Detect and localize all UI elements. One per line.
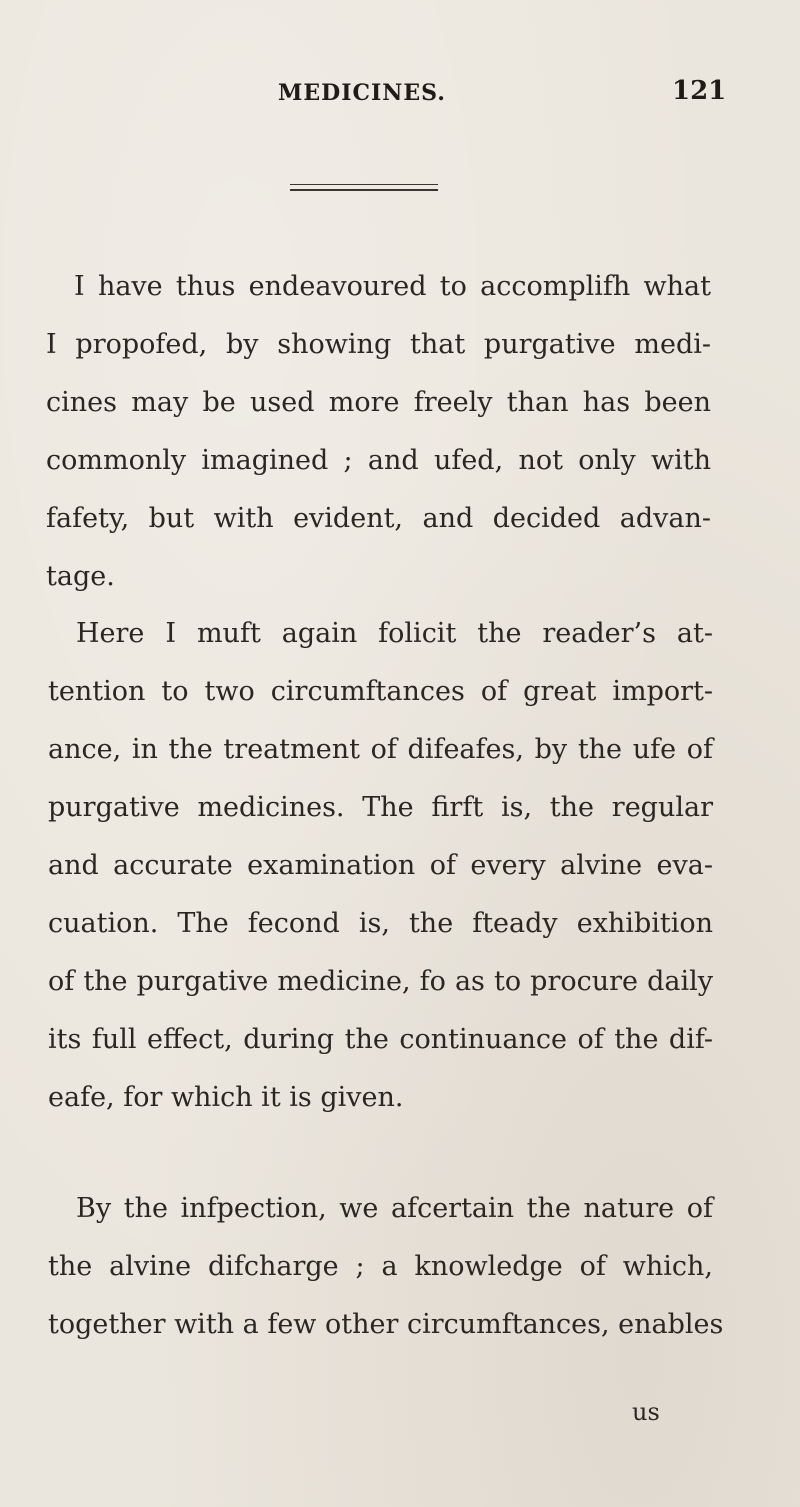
text-line: cines may be used more freely than has been [46, 387, 711, 418]
text-line: I propofed, by showing that purgative medi- [46, 329, 711, 360]
running-title: MEDICINES. [278, 80, 446, 106]
text-line: Here I muft again folicit the reader’s at- [76, 618, 713, 649]
text-line: tage. [46, 561, 115, 592]
text-line: commonly imagined ; and ufed, not only with [46, 445, 711, 476]
text-line: fafety, but with evident, and decided advan- [46, 503, 711, 534]
text-line: tention to two circumftances of great import- [48, 676, 713, 707]
page-number: 121 [672, 76, 727, 106]
catchword: us [632, 1398, 660, 1426]
text-line: eafe, for which it is given. [48, 1082, 404, 1113]
paragraph-2 [48, 605, 713, 1127]
text-line: the alvine difcharge ; a knowledge of which, [48, 1251, 713, 1282]
text-line: ance, in the treatment of difeafes, by the ufe of [48, 734, 713, 765]
paragraph-1 [46, 258, 711, 606]
text-line: I have thus endeavoured to accomplifh what [74, 271, 711, 302]
paragraph-3 [48, 1180, 724, 1354]
text-line: cuation. The fecond is, the fteady exhibition [48, 908, 713, 939]
text-line: together with a few other circumftances, enables [48, 1309, 724, 1340]
section-divider-rule [290, 184, 438, 191]
text-line: and accurate examination of every alvine eva- [48, 850, 713, 881]
text-line: of the purgative medicine, fo as to procure daily [48, 966, 713, 997]
text-line: By the infpection, we afcertain the nature of [76, 1193, 713, 1224]
text-line: purgative medicines. The firft is, the regular [48, 792, 713, 823]
text-line: its full effect, during the continuance of the dif- [48, 1024, 713, 1055]
